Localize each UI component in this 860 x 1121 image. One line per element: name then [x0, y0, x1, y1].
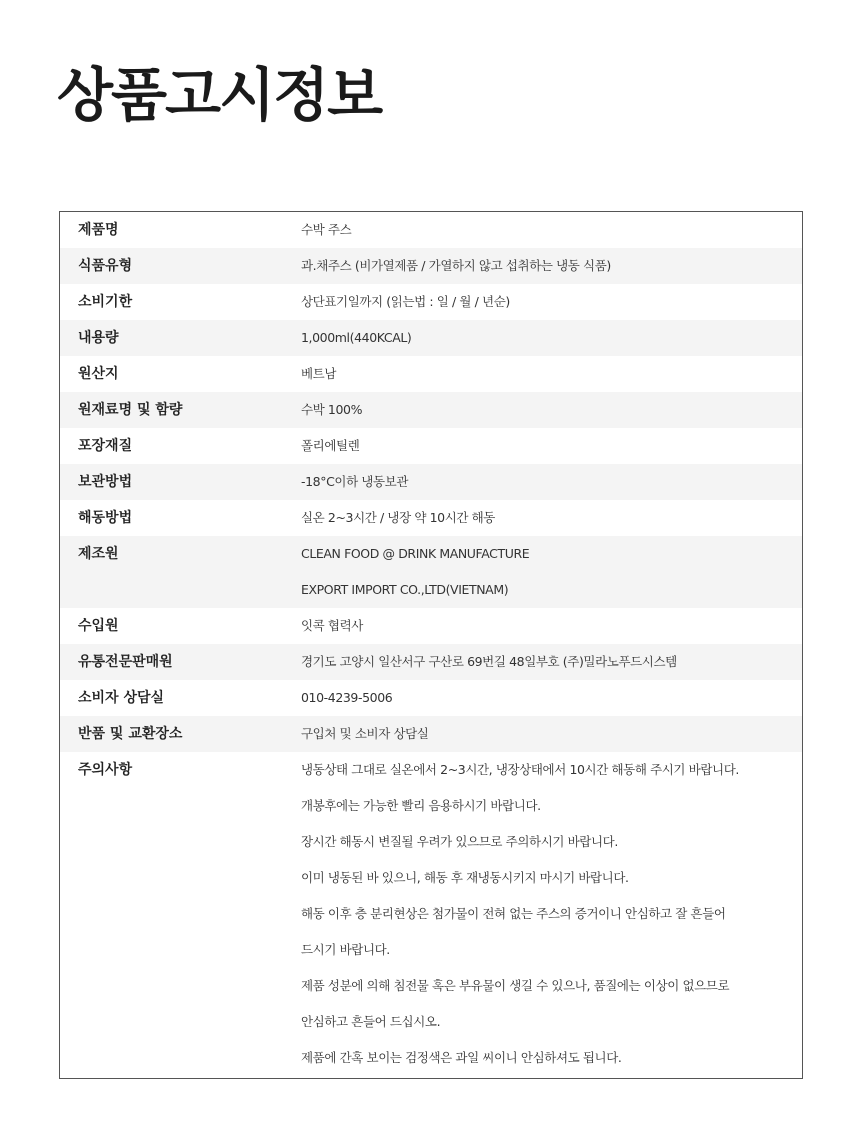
row-value-line: 과.채주스 (비가열제품 / 가열하지 않고 섭취하는 냉동 식품)	[301, 258, 611, 273]
row-value-line: 개봉후에는 가능한 빨리 음용하시기 바랍니다.	[301, 798, 541, 813]
row-value-line: 제품 성분에 의해 침전물 혹은 부유물이 생길 수 있으나, 품질에는 이상이 없으므로	[301, 978, 730, 993]
row-value-line: 해동 이후 층 분리현상은 첨가물이 전혀 없는 주스의 증거이니 안심하고 잘 흔들어	[301, 906, 726, 921]
row-value-line: -18°C이하 냉동보관	[301, 474, 409, 489]
table-row	[60, 464, 802, 500]
table-row	[60, 716, 802, 752]
row-label: 원재료명 및 함량	[78, 402, 183, 418]
row-label: 반품 및 교환장소	[78, 726, 183, 742]
row-label: 수입원	[78, 618, 119, 634]
row-value-line: 폴리에틸렌	[301, 438, 360, 453]
row-label: 포장재질	[78, 438, 133, 454]
table-row	[60, 500, 802, 536]
row-label: 주의사항	[78, 762, 133, 778]
row-label: 식품유형	[78, 258, 133, 274]
row-value	[301, 500, 802, 536]
row-value-line: 1,000ml(440KCAL)	[301, 330, 412, 345]
table-row	[60, 752, 802, 1076]
row-value	[301, 464, 802, 500]
table-row	[60, 212, 802, 248]
row-value-line: 이미 냉동된 바 있으니, 해동 후 재냉동시키지 마시기 바랍니다.	[301, 870, 629, 885]
row-label: 제조원	[78, 546, 119, 562]
row-label: 소비자 상담실	[78, 690, 165, 706]
table-row	[60, 392, 802, 428]
page-title: 상품고시정보	[57, 61, 382, 129]
table-row	[60, 536, 802, 608]
row-value	[301, 392, 802, 428]
row-value-line: 경기도 고양시 일산서구 구산로 69번길 48일부호 (주)밀라노푸드시스템	[301, 654, 677, 669]
table-row	[60, 644, 802, 680]
row-value-line: 제품에 간혹 보이는 검정색은 과일 씨이니 안심하셔도 됩니다.	[301, 1050, 622, 1065]
row-value	[301, 680, 802, 716]
table-row	[60, 428, 802, 464]
row-label: 보관방법	[78, 474, 133, 490]
row-value	[301, 752, 802, 1076]
row-value	[301, 248, 802, 284]
row-label: 유통전문판매원	[78, 654, 173, 670]
row-value-line: 베트남	[301, 366, 337, 381]
table-row	[60, 284, 802, 320]
row-value	[301, 608, 802, 644]
row-label: 내용량	[78, 330, 119, 346]
row-label: 소비기한	[78, 294, 133, 310]
table-row	[60, 248, 802, 284]
row-label: 제품명	[78, 222, 119, 238]
row-value-line: 실온 2~3시간 / 냉장 약 10시간 해동	[301, 510, 495, 525]
table-row	[60, 680, 802, 716]
row-value	[301, 644, 802, 680]
row-value-line: 냉동상태 그대로 실온에서 2~3시간, 냉장상태에서 10시간 해동해 주시기 바랍니다.	[301, 762, 739, 777]
row-value	[301, 716, 802, 752]
row-value-line: 장시간 해동시 변질될 우려가 있으므로 주의하시기 바랍니다.	[301, 834, 618, 849]
row-value-line: CLEAN FOOD @ DRINK MANUFACTURE	[301, 546, 530, 561]
row-value-line: 수박 주스	[301, 222, 352, 237]
row-value-line: 상단표기일까지 (읽는법 : 일 / 월 / 년순)	[301, 294, 510, 309]
row-value-line: EXPORT IMPORT CO.,LTD(VIETNAM)	[301, 582, 509, 597]
table-row	[60, 320, 802, 356]
table-row	[60, 356, 802, 392]
row-value-line: 잇콕 협력사	[301, 618, 363, 633]
table-row	[60, 608, 802, 644]
row-value-line: 수박 100%	[301, 402, 363, 417]
row-value-line: 드시기 바랍니다.	[301, 942, 390, 957]
row-value	[301, 356, 802, 392]
product-info-table	[59, 211, 803, 1079]
row-value-line: 010-4239-5006	[301, 690, 393, 705]
row-value-line: 안심하고 흔들어 드십시오.	[301, 1014, 441, 1029]
row-value	[301, 536, 802, 608]
row-label: 해동방법	[78, 510, 133, 526]
row-value	[301, 428, 802, 464]
row-label: 원산지	[78, 366, 119, 382]
row-value	[301, 320, 802, 356]
row-value	[301, 212, 802, 248]
row-value-line: 구입처 및 소비자 상담실	[301, 726, 429, 741]
row-value	[301, 284, 802, 320]
